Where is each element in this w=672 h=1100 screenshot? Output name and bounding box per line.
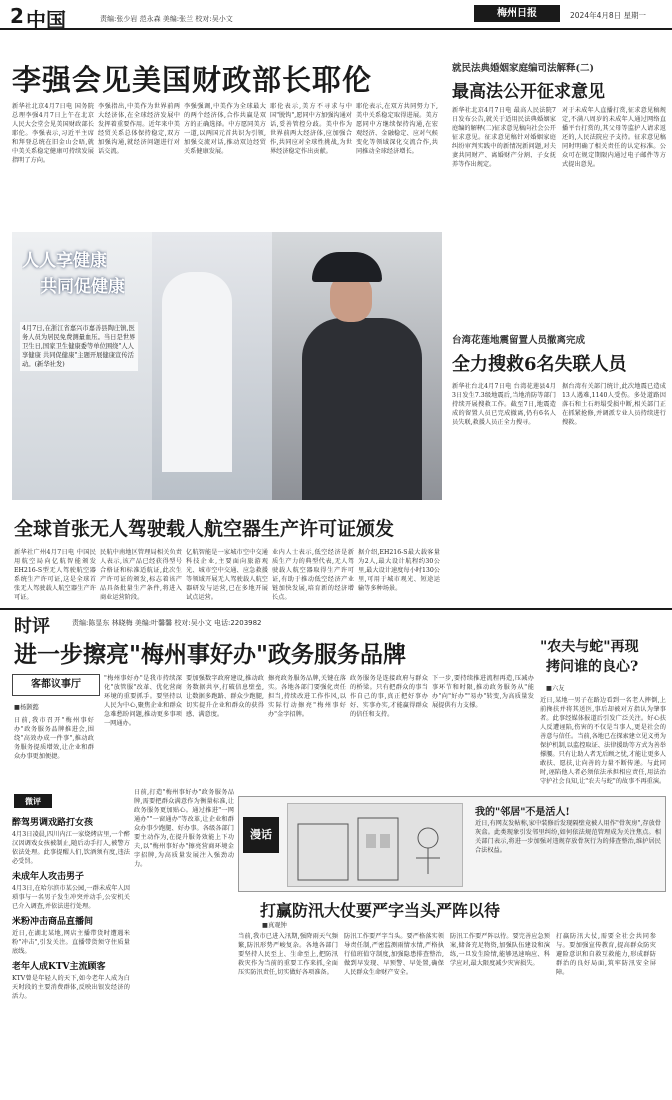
article-column: 耶伦表示,美方不寻求与中国"脱钩",愿同中方加强沟通对话,妥善管控分歧。美中作为世界前两大经济体,应加强合作,共同应对全球性挑战,为世界经济稳定作出贡献。	[270, 103, 352, 155]
page-number: 2	[10, 4, 24, 28]
article-column: 据介绍,EH216-S最大载客量为2人,最大设计航程约30公里,最大设计速度每小时130公里,可用于城市观光、短途运输等多种场景。	[358, 549, 440, 592]
article-column: 政务服务是连接政府与群众的桥梁。只有把群众的事当作自己的事,真正把好事办好、实事办实,才能赢得群众的信任和支持。	[350, 675, 428, 718]
issue-date: 2024年4月8日 星期一	[570, 11, 647, 20]
cartoon-illustration	[287, 803, 463, 887]
brief-title: 未成年人攻击男子	[12, 872, 85, 882]
article-column: 日前,打造"梅州事好办"政务服务品牌,需要把群众满意作为衡量标准,让政务服务更加贴心。通过推进"一网通办""一窗通办"等改革,让企业和群众办事少跑腿、好办事。各级各部门要主动作为,在提升服务效能上下功夫,以"梅州事好办"擦亮营商环境金字招牌,为高质量发展注入强劲动力。	[134, 789, 234, 868]
cartoon-title: 我的"邻居"不是活人!	[475, 807, 570, 818]
section-name: 中国	[26, 8, 66, 30]
article-column: 要加强数字政府建设,推动政务数据共享,打破信息壁垒,让数据多跑路、群众少跑腿,切实提升企业和群众的获得感、满意度。	[186, 675, 264, 718]
photo-caption: 4月7日,在浙江省嘉兴市嘉善县陶庄镇,医务人员为居民免费测量血压。当日是世界卫生日,国家卫生健康委等单位围绕"人人享健康 共同促健康"主题开展健康宣传活动。(新华社发)	[20, 322, 138, 371]
article-kicker: 台湾花莲地震留置人员撤离完成	[452, 335, 586, 346]
article-column: 当前,我市已进入汛期,强降雨天气频繁,防汛形势严峻复杂。各地各部门要坚持人民至上、生命至上,把防汛救灾作为当前的重要工作来抓,全面压实防汛责任,切实做好各项准备。	[238, 933, 338, 976]
cartoon-text: 近日,有网友发帖称,家中装修后发现隔壁竟被人用作"骨灰房",存放骨灰盒。此类现象引发邻里纠纷,如何依法规范管理成为关注焦点。相关部门表示,将进一步加强对违规存放骨灰行为的排查整治,维护居民合法权益。	[475, 820, 661, 854]
newspaper-logo: 梅州日报	[474, 5, 560, 22]
brief-title: 醉驾男调戏路打女孩	[12, 818, 94, 828]
side-headline[interactable]: "农夫与蛇"再现	[540, 639, 639, 655]
headline-right[interactable]: 全力搜救6名失联人员	[452, 354, 627, 375]
brief-text: KTV曾是年轻人的天下,如今老年人成为白天时段的主要消费群体,反映出银发经济的活力。	[12, 975, 130, 1000]
article-column: 李强指出,中美作为世界前两大经济体,在全球经济发展中发挥着重要作用。近年来中美经贸关系总体保持稳定,双方加强沟通,就经济问题进行对话交流。	[98, 103, 180, 155]
editors-line: 责编:张少岩 范永森 美编:张兰 校对:吴小文	[100, 15, 233, 23]
article-column: 耶伦表示,在双方共同努力下,美中关系稳定取得进展。美方愿同中方继续保持沟通,在宏观经济、金融稳定、应对气候变化等领域深化交流合作,共同推动全球经济增长。	[356, 103, 438, 155]
photo-resident	[302, 318, 422, 500]
article-column: 新华社北京4月7日电 最高人民法院7日发布公告,就关于适用民法典婚姻家庭编的解释(二)征求意见稿向社会公开征求意见。征求意见稿针对婚姻家庭纠纷审判实践中的新情况新问题,对夫妻共同财产、离婚财产分割、子女抚养等作出规定。	[452, 107, 556, 168]
brief-text: 4月3日,在哈尔滨市某公园,一群未成年人因琐事与一名男子发生冲突并动手,公安机关已介入调查,并依法进行处理。	[12, 885, 130, 910]
column-logo: 客都议事厅	[12, 674, 100, 696]
article-column: "梅州事好办"是我市持续深化"放管服"改革、优化营商环境的重要抓手。要坚持以人民为中心,聚焦企业和群众急难愁盼问题,推动更多事项一网通办。	[104, 675, 182, 727]
cartoon-panel[interactable]	[238, 796, 666, 892]
photo-slogan: 人人享健康	[22, 251, 107, 271]
byline: ■杨颢懿	[14, 704, 39, 711]
headline-right[interactable]: 最高法公开征求意见	[452, 82, 605, 102]
article-column: 近日,某地一男子在路边看到一名老人摔倒,上前搀扶并将其送医,事后却被对方指认为肇事者。此事经媒体报道后引发广泛关注。好心扶人反遭诬陷,伤害的不仅是当事人,更是社会的善意与信任。当前,各地已在探索建立见义勇为保护机制,以监控取证、法律援助等方式为善举撑腰。只有让助人者无后顾之忧,才能让更多人敢扶、愿扶,让向善的力量不断传递。与此同时,诬陷他人者必须依法承担相应责任,用法治守护社会良知,让"农夫与蛇"的故事不再重演。	[540, 697, 666, 785]
cartoon-drawing	[288, 804, 463, 887]
brief-item[interactable]	[12, 815, 130, 866]
byline: ■六友	[546, 685, 565, 692]
brief-item[interactable]	[12, 914, 130, 956]
editors-line: 责编:陈显东 林晓梅 美编:叶馨馨 校对:吴小文 电话:2203982	[72, 619, 262, 627]
article-column: 新华社台北4月7日电 台湾花莲县4月3日发生7.3级地震后,当地消防等部门持续开展搜救工作。截至7日,地震造成的留置人员已完成撤离,仍有6名人员失联,救援人员正全力搜寻。	[452, 383, 556, 426]
brief-item[interactable]	[12, 959, 130, 1001]
brief-text: 近日,在湖北某地,网店主播带货时遭遇米粉"冲击",引发关注。直播带货须守住质量底线。	[12, 930, 130, 955]
photo-medical-worker	[162, 272, 232, 472]
article-column: 下一步,要持续推进流程再造,压减办事环节和时限,推动政务服务从"能办"向"好办""易办"转变,为高质量发展提供有力支撑。	[432, 675, 534, 709]
headline-main[interactable]: 李强会见美国财政部长耶伦	[12, 63, 373, 97]
article-column: 业内人士表示,低空经济是新质生产力的典型代表,无人驾驶载人航空器取得生产许可证,有助于推动低空经济产业链加快发展,培育新的经济增长点。	[272, 549, 354, 601]
page-header	[0, 0, 672, 30]
article-column: 李强强调,中美作为全球最大的两个经济体,合作共赢是双方的正确选择。中方愿同美方一道,以两国元首共识为引领,加强交流对话,推动双边经贸关系健康发展。	[184, 103, 266, 155]
article-column: 亿航智能是一家城市空中交通科技企业,主要面向旅游观光、城市空中交通、应急救援等领域开展无人驾驶载人航空器研发与运营,已在多地开展试点运营。	[186, 549, 268, 601]
briefs-list	[12, 812, 130, 1098]
article-column: 打赢防汛大仗,需要全社会共同参与。要加强宣传教育,提高群众防灾避险意识和自救互救能力,形成群防群治的良好局面,筑牢防汛安全屏障。	[556, 933, 656, 976]
section-divider	[0, 608, 672, 610]
article-column: 民航中南地区管理局相关负责人表示,该产品已经获得型号合格证和标准适航证,此次生产许可证的颁发,标志着该产品具备批量生产条件,将进入商业运营阶段。	[100, 549, 182, 601]
byline: ■真观钟	[262, 922, 287, 929]
headline-commentary[interactable]: 打赢防汛大仗要严字当头严阵以待	[260, 901, 501, 920]
side-headline[interactable]: 拷问谁的良心?	[546, 659, 639, 675]
article-column: 日前,我市召开"梅州事好办"政务服务品牌推进会,围绕"高效办成一件事",推动政务服务提质增效,让企业和群众办事更加便捷。	[14, 717, 94, 760]
article-column: 新华社广州4月7日电 中国民用航空局向亿航智能颁发EH216-S型无人驾驶航空器系统生产许可证,这是全球首张无人驾驶载人航空器生产许可证。	[14, 549, 96, 601]
article-kicker: 就民法典婚姻家庭编司法解释(二)	[452, 63, 594, 74]
section-name: 时评	[14, 616, 50, 637]
article-column: 对于未成年人直播打赏,征求意见稿规定,不满八周岁的未成年人通过网络直播平台打赏的,其父母等监护人请求返还的,人民法院应予支持。征求意见稿同时明确了相关责任的认定标准。公众可在规定期限内通过电子邮件等方式提出意见。	[562, 107, 666, 168]
article-column: 防汛工作要严字当头。要严格落实领导责任制,严密监测雨情水情,严格执行值班值守制度,加强隐患排查整治,做到早发现、早预警、早处置,确保人民群众生命财产安全。	[344, 933, 444, 976]
brief-text: 4月3日凌晨,四川内江一家烧烤店里,一个醉汉因调戏女孩被制止,随后动手打人,被警方依法处理。此事提醒人们,饮酒须有度,违法必受罚。	[12, 831, 130, 865]
article-column: 擦亮政务服务品牌,关键在落实。各地各部门要强化责任担当,持续改进工作作风,以实际行动擦亮"梅州事好办"金字招牌。	[268, 675, 346, 718]
briefs-badge: 微评	[14, 794, 52, 808]
brief-title: 米粉冲击商品直播间	[12, 917, 94, 927]
photo-slogan: 共同促健康	[40, 277, 125, 297]
article-column: 新华社北京4月7日电 国务院总理李强4月7日上午在北京人民大会堂会见美国财政部长耶伦。李强表示,习近平主席和拜登总统在旧金山会晤,就中美关系稳定健康可持续发展指明了方向。	[12, 103, 94, 164]
cartoon-badge: 漫话	[243, 817, 279, 853]
headline-secondary[interactable]: 全球首张无人驾驶载人航空器生产许可证颁发	[14, 518, 395, 540]
article-column: 防汛工作要严阵以待。要完善应急预案,储备充足物资,加强队伍建设和演练,一旦发生险情,能够迅速响应、科学应对,最大限度减少灾害损失。	[450, 933, 550, 967]
brief-title: 老年人成KTV主流顾客	[12, 962, 106, 972]
article-column: 据台湾有关部门统计,此次地震已造成13人遇难,1140人受伤。多处道路因落石和土石坍塌受损中断,相关部门正在抓紧抢修,并调派专业人员持续进行搜救。	[562, 383, 666, 426]
brief-item[interactable]	[12, 869, 130, 911]
headline-editorial[interactable]: 进一步擦亮"梅州事好办"政务服务品牌	[14, 641, 406, 668]
